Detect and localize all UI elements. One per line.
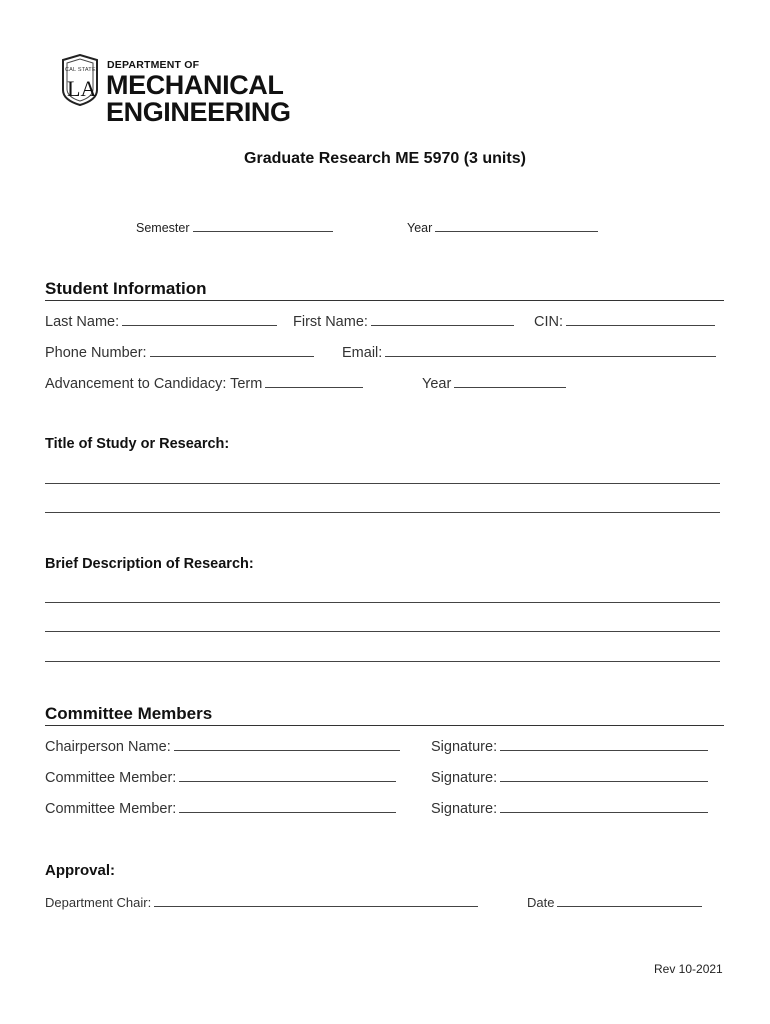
- department-logo: [59, 52, 309, 126]
- revision-label: Rev 10-2021: [654, 962, 723, 976]
- email-label: Email:: [342, 345, 383, 361]
- first-name-input-line[interactable]: [371, 313, 514, 326]
- logo-mechanical: MECHANICAL: [106, 70, 284, 100]
- email-input-line[interactable]: [385, 344, 716, 357]
- advancement-year-label: Year: [422, 376, 452, 392]
- phone-input-line[interactable]: [150, 344, 314, 357]
- member-1-signature-line[interactable]: [500, 769, 708, 782]
- semester-field: [136, 219, 333, 235]
- committee-member-2-input-line[interactable]: [179, 800, 396, 813]
- advancement-year-field: [422, 375, 566, 392]
- advancement-term-field: [45, 375, 363, 392]
- title-line-2[interactable]: [45, 512, 720, 513]
- phone-label: Phone Number:: [45, 345, 147, 361]
- year-field: [407, 219, 598, 235]
- chairperson-field: [45, 738, 400, 755]
- description-line-2[interactable]: [45, 631, 720, 632]
- chairperson-label: Chairperson Name:: [45, 739, 171, 755]
- student-info-heading: Student Information: [45, 279, 207, 298]
- semester-input-line[interactable]: [193, 219, 333, 232]
- chairperson-signature-line[interactable]: [500, 738, 708, 751]
- committee-member-1-input-line[interactable]: [179, 769, 396, 782]
- last-name-input-line[interactable]: [122, 313, 277, 326]
- form-title: Graduate Research ME 5970 (3 units): [244, 150, 526, 167]
- last-name-field: [45, 313, 277, 330]
- committee-heading: Committee Members: [45, 704, 213, 723]
- signature-label: Signature:: [431, 801, 498, 817]
- department-chair-input-line[interactable]: [154, 894, 478, 907]
- approval-date-label: Date: [527, 895, 555, 910]
- last-name-label: Last Name:: [45, 314, 120, 330]
- phone-field: [45, 344, 314, 361]
- approval-date-field: [527, 894, 702, 910]
- first-name-label: First Name:: [293, 314, 368, 330]
- approval-heading: Approval:: [45, 862, 116, 879]
- approval-date-input-line[interactable]: [557, 894, 702, 907]
- cin-field: [534, 313, 715, 330]
- signature-label: Signature:: [431, 770, 498, 786]
- advancement-term-label: Advancement to Candidacy: Term: [45, 376, 263, 392]
- description-line-3[interactable]: [45, 661, 720, 662]
- advancement-term-input-line[interactable]: [265, 375, 363, 388]
- committee-member-1-field: [45, 769, 396, 786]
- title-of-study-heading: Title of Study or Research:: [45, 436, 230, 452]
- committee-member-2-field: [45, 800, 396, 817]
- logo-engineering: ENGINEERING: [106, 97, 291, 127]
- section-divider: [45, 300, 724, 301]
- member-2-signature-line[interactable]: [500, 800, 708, 813]
- title-line-1[interactable]: [45, 483, 720, 484]
- committee-member-label: Committee Member:: [45, 770, 177, 786]
- logo-department-of: DEPARTMENT OF: [107, 59, 200, 71]
- member-1-signature-field: [431, 769, 708, 786]
- brief-description-heading: Brief Description of Research:: [45, 556, 254, 572]
- semester-label: Semester: [136, 221, 190, 235]
- seal-main-text: LA: [67, 76, 97, 101]
- email-field: [342, 344, 716, 361]
- member-2-signature-field: [431, 800, 708, 817]
- signature-label: Signature:: [431, 739, 498, 755]
- cin-input-line[interactable]: [566, 313, 715, 326]
- seal-top-text: CAL STATE: [65, 67, 96, 73]
- department-chair-field: [45, 894, 478, 910]
- cin-label: CIN:: [534, 314, 563, 330]
- first-name-field: [293, 313, 514, 330]
- year-label: Year: [407, 221, 433, 235]
- chairperson-input-line[interactable]: [174, 738, 400, 751]
- section-divider: [45, 725, 724, 726]
- year-input-line[interactable]: [435, 219, 598, 232]
- chairperson-signature-field: [431, 738, 708, 755]
- description-line-1[interactable]: [45, 602, 720, 603]
- advancement-year-input-line[interactable]: [454, 375, 566, 388]
- department-chair-label: Department Chair:: [45, 895, 152, 910]
- committee-member-label: Committee Member:: [45, 801, 177, 817]
